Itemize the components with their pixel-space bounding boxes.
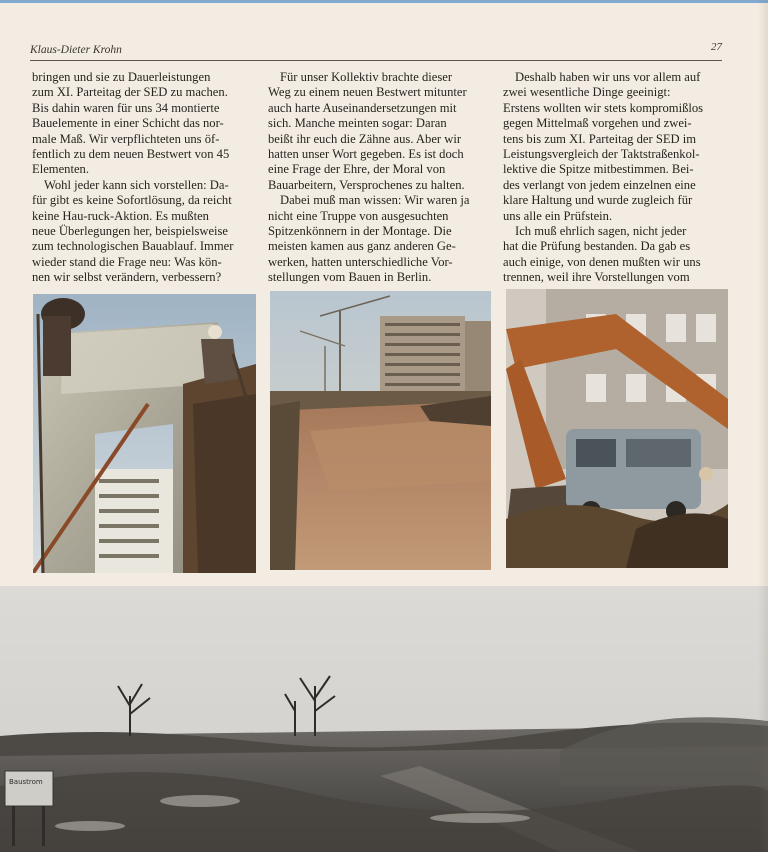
line: sich. Manche meinten sogar: Daran bbox=[268, 116, 447, 131]
line: lektive die Spitze mitbestimmen. Bei- bbox=[503, 162, 694, 177]
line: gegen Mittelmaß vorgehen und zwei- bbox=[503, 116, 692, 131]
photo-construction-workers-image bbox=[33, 294, 256, 573]
line: auch harte Auseinandersetzungen mit bbox=[268, 100, 457, 115]
photo-barren-field bbox=[0, 586, 768, 852]
line: Weg zu einem neuen Bestwert mitunter bbox=[268, 85, 467, 100]
line: Spitzenkönnern in der Montage. Die bbox=[268, 224, 452, 239]
line: stellungen vom Bauen in Berlin. bbox=[268, 270, 432, 285]
photo-flooded-street bbox=[270, 291, 491, 570]
text-column-3 bbox=[503, 70, 725, 286]
line: Bauelemente in einer Schicht das nor- bbox=[32, 116, 224, 131]
line: klare Haltung und wurde zugleich für bbox=[503, 193, 693, 208]
page-edge-shadow bbox=[758, 0, 768, 852]
line: hat die Prüfung bestanden. Da gab es bbox=[503, 239, 691, 254]
line: zwei wesentliche Dinge geeinigt: bbox=[503, 85, 671, 100]
line: werken, hatten unterschiedliche Vor- bbox=[268, 254, 453, 269]
line: wieder stand die Frage neu: Was kön- bbox=[32, 254, 222, 269]
line: fentlich zu dem neuen Bestwert von 45 bbox=[32, 147, 230, 162]
text-column-1 bbox=[32, 70, 254, 286]
page-number: 27 bbox=[711, 41, 722, 53]
photo-flooded-street-image bbox=[270, 291, 491, 570]
line: keine Hau-ruck-Aktion. Es mußten bbox=[32, 208, 209, 223]
paragraph bbox=[268, 70, 490, 193]
line: auch einige, von denen mußten wir uns bbox=[503, 254, 701, 269]
paragraph bbox=[503, 70, 725, 224]
line: beißt ihr euch die Zähne aus. Aber wir bbox=[268, 131, 462, 146]
line: nicht eine Truppe von ausgesuchten bbox=[268, 208, 449, 223]
line: Ich muß ehrlich sagen, nicht jeder bbox=[515, 224, 687, 239]
line: neue Überlegungen her, beispielsweise bbox=[32, 224, 229, 239]
text-column-2 bbox=[268, 70, 490, 286]
line: meisten kamen aus ganz anderen Ge- bbox=[268, 239, 456, 254]
line: trennen, weil ihre Vorstellungen vom bbox=[503, 270, 690, 285]
line: Für unser Kollektiv brachte dieser bbox=[280, 70, 453, 84]
line: Dabei muß man wissen: Wir waren ja bbox=[280, 193, 470, 208]
line: Erstens wollten wir stets kompromißlos bbox=[503, 100, 704, 115]
line: tens bis zum XI. Parteitag der SED im bbox=[503, 131, 697, 146]
paragraph bbox=[268, 193, 490, 285]
paragraph bbox=[32, 70, 254, 178]
sign-text: Baustrom bbox=[9, 778, 43, 786]
paragraph bbox=[32, 178, 254, 286]
paragraph bbox=[503, 224, 725, 286]
line: Bauarbeitern, Versprochenes zu halten. bbox=[268, 177, 465, 192]
photo-construction-workers bbox=[33, 294, 256, 573]
page-header bbox=[30, 42, 722, 61]
line: hatten unser Wort gegeben. Es ist doch bbox=[268, 147, 464, 162]
line: Leistungsvergleich der Taktstraßenkol- bbox=[503, 147, 700, 162]
photo-excavator-van-image bbox=[506, 289, 728, 568]
line: bringen und sie zu Dauerleistungen bbox=[32, 70, 211, 84]
line: Wohl jeder kann sich vorstellen: Da- bbox=[44, 177, 229, 192]
line: Elementen. bbox=[32, 162, 89, 177]
author-name: Klaus-Dieter Krohn bbox=[30, 44, 122, 56]
photo-barren-field-image bbox=[0, 586, 768, 852]
line: male Maß. Wir verpflichteten uns öf- bbox=[32, 131, 220, 146]
line: eine Frage der Ehre, der Moral von bbox=[268, 162, 446, 177]
line: des verlangt von jedem einzelnen eine bbox=[503, 177, 696, 192]
photo-excavator-van bbox=[506, 289, 728, 568]
line: zum technologischen Bauablauf. Immer bbox=[32, 239, 234, 254]
line: Bis dahin waren für uns 34 montierte bbox=[32, 100, 220, 115]
line: nen wir selbst verändern, verbessern? bbox=[32, 270, 222, 285]
line: Deshalb haben wir uns vor allem auf bbox=[515, 70, 701, 84]
top-color-band bbox=[0, 0, 768, 3]
line: zum XI. Parteitag der SED zu machen. bbox=[32, 85, 228, 100]
line: uns alle ein Prüfstein. bbox=[503, 208, 613, 223]
line: für gibt es keine Sofortlösung, da reicht bbox=[32, 193, 232, 208]
